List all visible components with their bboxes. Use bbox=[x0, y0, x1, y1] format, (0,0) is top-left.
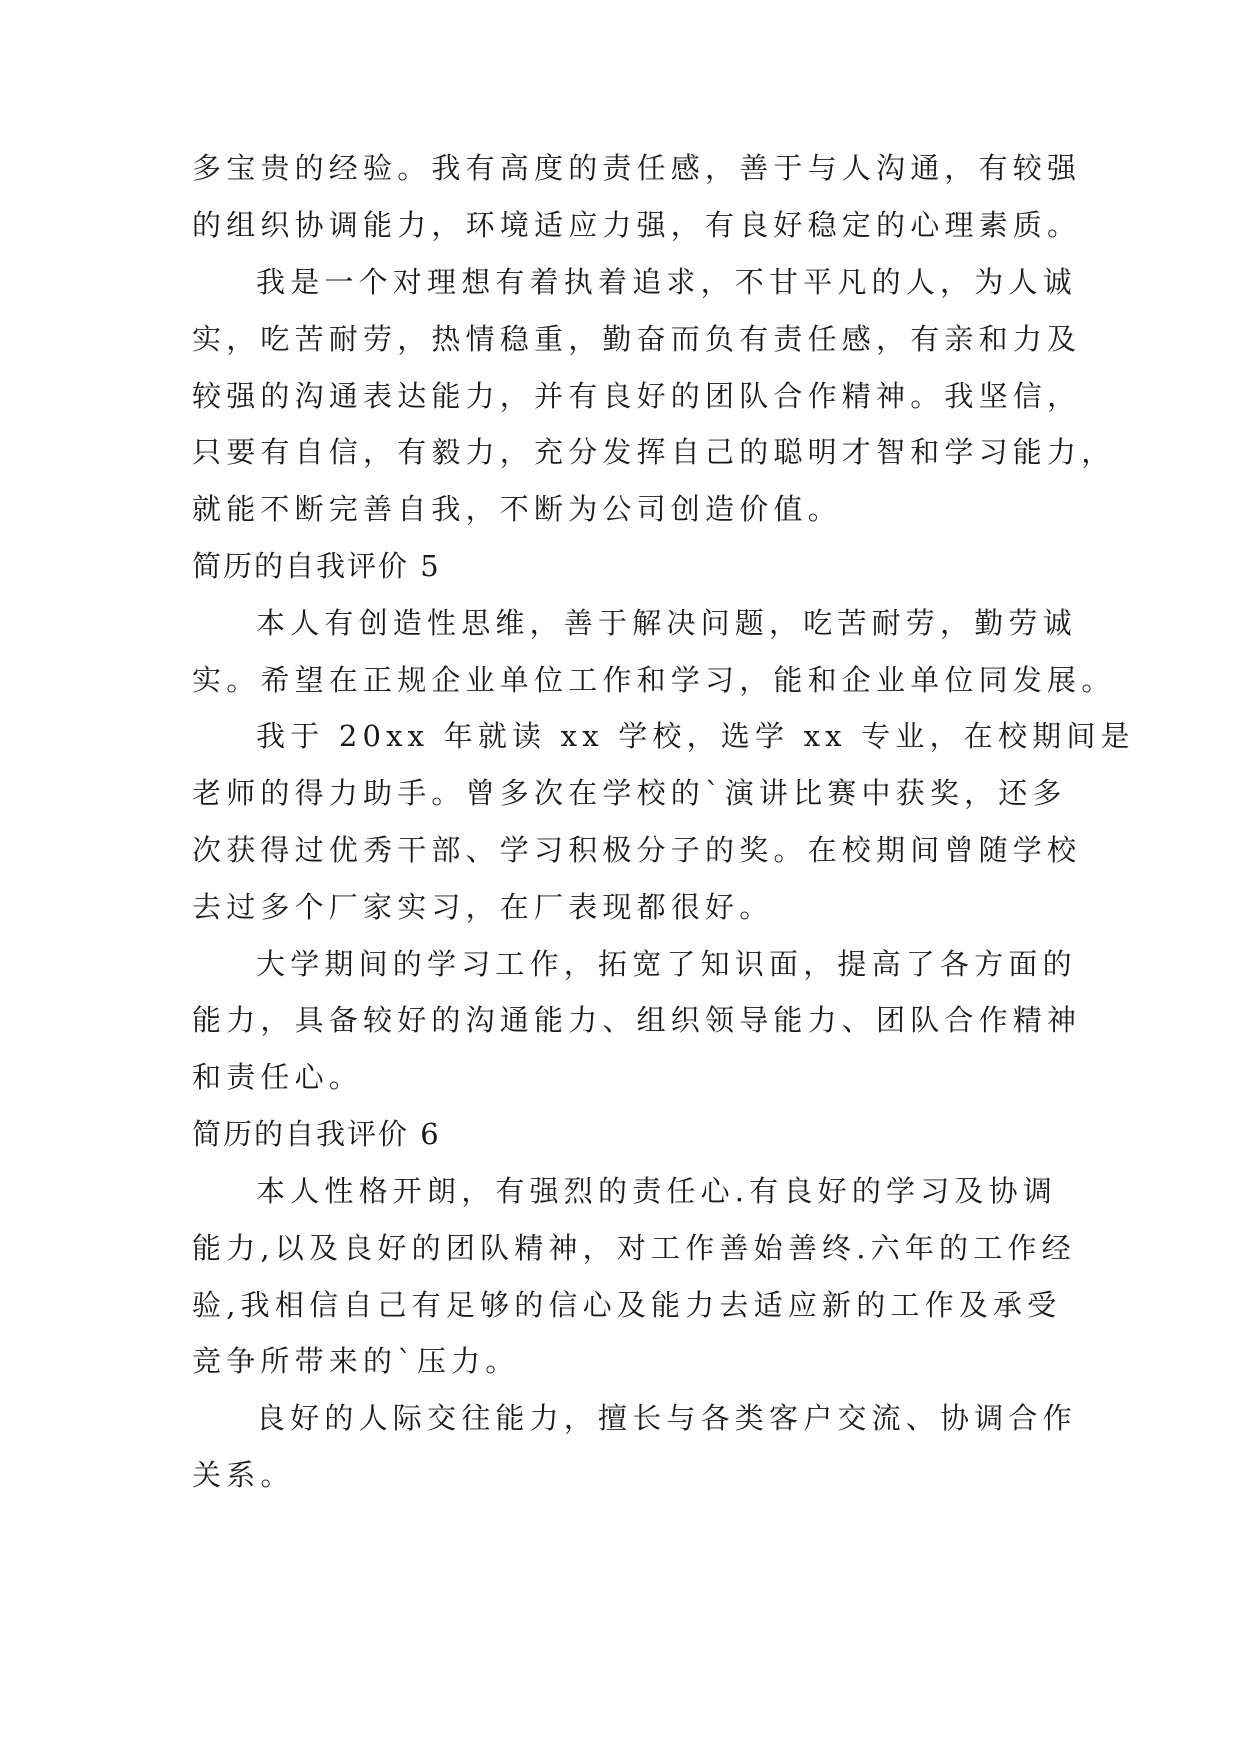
body-text-line: 能力,以及良好的团队精神，对工作善始善终.六年的工作经 bbox=[192, 1231, 1076, 1265]
body-text-line: 实。希望在正规企业单位工作和学习，能和企业单位同发展。 bbox=[192, 663, 1116, 697]
body-text-line: 实，吃苦耐劳，热情稳重，勤奋而负有责任感，有亲和力及 bbox=[192, 322, 1082, 356]
body-text-line: 竞争所带来的`压力。 bbox=[192, 1344, 520, 1378]
body-text-line: 关系。 bbox=[192, 1458, 295, 1492]
paragraph-first-line: 我于 20xx 年就读 xx 学校，选学 xx 专业，在校期间是 bbox=[256, 719, 1135, 753]
body-text-line: 去过多个厂家实习，在厂表现都很好。 bbox=[192, 890, 774, 924]
paragraph-first-line: 本人有创造性思维，善于解决问题，吃苦耐劳，勤劳诚 bbox=[256, 606, 1077, 640]
body-text-line: 多宝贵的经验。我有高度的责任感，善于与人沟通，有较强 bbox=[192, 151, 1082, 185]
section-heading-5: 简历的自我评价 5 bbox=[192, 549, 441, 583]
body-text-line: 只要有自信，有毅力，充分发挥自己的聪明才智和学习能力， bbox=[192, 435, 1116, 469]
body-text-line: 的组织协调能力，环境适应力强，有良好稳定的心理素质。 bbox=[192, 208, 1082, 242]
body-text-line: 验,我相信自己有足够的信心及能力去适应新的工作及承受 bbox=[192, 1288, 1062, 1322]
body-text-line: 较强的沟通表达能力，并有良好的团队合作精神。我坚信， bbox=[192, 379, 1082, 413]
paragraph-first-line: 大学期间的学习工作，拓宽了知识面，提高了各方面的 bbox=[256, 947, 1077, 981]
body-text-line: 就能不断完善自我，不断为公司创造价值。 bbox=[192, 492, 842, 526]
section-heading-6: 简历的自我评价 6 bbox=[192, 1117, 441, 1151]
paragraph-first-line: 良好的人际交往能力，擅长与各类客户交流、协调合作 bbox=[256, 1401, 1077, 1435]
paragraph-first-line: 我是一个对理想有着执着追求，不甘平凡的人，为人诚 bbox=[256, 265, 1077, 299]
body-text-line: 次获得过优秀干部、学习积极分子的奖。在校期间曾随学校 bbox=[192, 833, 1082, 867]
body-text-line: 能力，具备较好的沟通能力、组织领导能力、团队合作精神 bbox=[192, 1003, 1082, 1037]
body-text-line: 老师的得力助手。曾多次在学校的`演讲比赛中获奖，还多 bbox=[192, 776, 1067, 810]
body-text-line: 和责任心。 bbox=[192, 1060, 364, 1094]
paragraph-first-line: 本人性格开朗，有强烈的责任心.有良好的学习及协调 bbox=[256, 1174, 1058, 1208]
